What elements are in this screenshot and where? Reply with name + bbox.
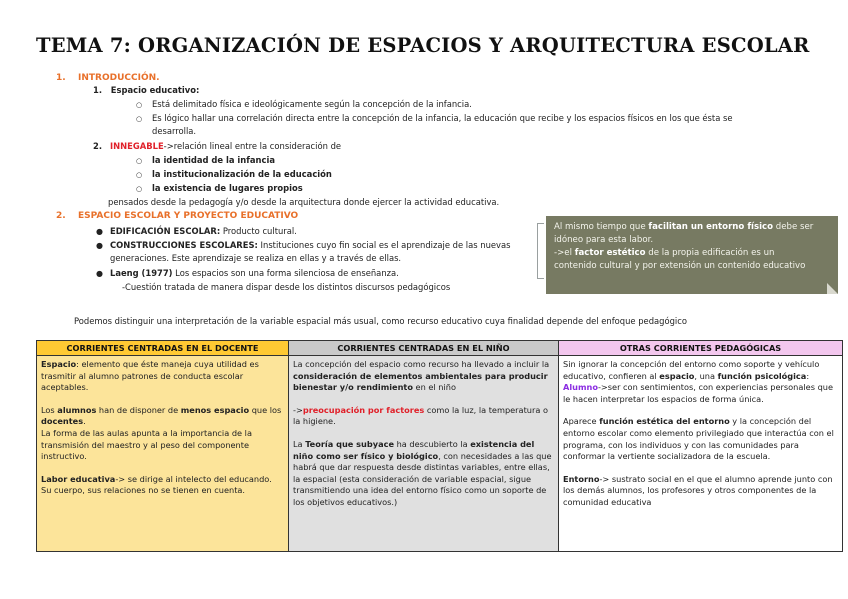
section-2-item: ● CONSTRUCCIONES ESCOLARES: Instituciones cuyo fin social es el aprendizaje de las nuevas	[96, 240, 511, 250]
header-otras: OTRAS CORRIENTES PEDAGÓGICAS	[559, 341, 843, 356]
sub-1-bullet: ○ Está delimitado física e ideológicamente según la concepción de la infancia.	[136, 99, 472, 109]
sub-1-bullet: ○ Es lógico hallar una correlación directa entre la concepción de la infancia, la educación que recibe y los espacios físicos en los que ésta se	[136, 113, 733, 123]
sub-2-bullet: ○ la existencia de lugares propios	[136, 183, 303, 193]
bullet-dot-icon: ●	[96, 269, 103, 278]
comparison-table	[36, 340, 843, 552]
circle-bullet-icon: ○	[136, 157, 143, 165]
circle-bullet-icon: ○	[136, 101, 143, 109]
section-2-item-continued: generaciones. Este aprendizaje se realiza en ellas y a través de ellas.	[110, 253, 402, 263]
circle-bullet-icon: ○	[136, 115, 143, 123]
sub-1-number: 1.	[93, 85, 103, 95]
table-header-row	[37, 341, 843, 356]
sub-2-heading: 2. INNEGABLE->relación lineal entre la consideración de	[93, 141, 342, 151]
bullet-dot-icon: ●	[96, 227, 103, 236]
cell-nino: La concepción del espacio como recurso ha llevado a incluir la consideración de elementos ambientales para producir bienestar y/o rendimiento en el niño ->preocupación por factores como la luz, la temperatura o la higiene. La Teoría que subyace ha descubierto la existencia del niño como ser físico y biológico, con necesidades a las que habrá que dar respuesta desde distintas variables, entre ellas, la espacial (esta consideración de variable espacial, sigue transmitiendo una idea del entorno físico como un soporte de los objetivos educativos.)	[289, 356, 559, 552]
page-title: TEMA 7: ORGANIZACIÓN DE ESPACIOS Y ARQUITECTURA ESCOLAR	[36, 34, 810, 57]
section-2-item: ● Laeng (1977) Los espacios son una forma silenciosa de enseñanza.	[96, 268, 399, 278]
sub-2-bullet: ○ la identidad de la infancia	[136, 155, 275, 165]
section-2-item: ● EDIFICACIÓN ESCOLAR: Producto cultural.	[96, 226, 297, 236]
note-folded-corner	[827, 283, 838, 294]
header-docente: CORRIENTES CENTRADAS EN EL DOCENTE	[37, 341, 289, 356]
note-bracket	[537, 223, 544, 279]
sub-2-bullet: ○ la institucionalización de la educación	[136, 169, 332, 179]
table-row	[37, 356, 843, 552]
section-1-number: 1.	[56, 73, 66, 83]
innegable-label: INNEGABLE	[110, 141, 164, 151]
cell-otras: Sin ignorar la concepción del entorno como soporte y vehículo educativo, confieren al espacio, una función psicológica: Alumno->ser con sentimientos, con experiencias personales que le hacen interpretar los espacios de forma única. Aparece función estética del entorno y la concepción del entorno escolar como elemento privilegiado que interactúa con el programa, con los individuos y con las comunidades para conformar la vertiente socializadora de la escuela. Entorno-> sustrato social en el que el alumno aprende junto con los demás alumnos, los profesores y otros componentes de la comunidad educativa	[559, 356, 843, 552]
sub-1-heading	[93, 85, 199, 96]
section-2-title: ESPACIO ESCOLAR Y PROYECTO EDUCATIVO	[78, 211, 299, 221]
cell-docente: Espacio: elemento que éste maneja cuya utilidad es trasmitir al alumno patrones de conducta escolar aceptables. Los alumnos han de disponer de menos espacio que los docentes. La forma de las aulas apunta a la importancia de la transmisión del maestro y al peso del componente instructivo. Labor educativa-> se dirige al intelecto del educando. Su cuerpo, sus relaciones no se tienen en cuenta.	[37, 356, 289, 552]
sub-1-label: Espacio educativo:	[110, 85, 200, 95]
header-nino: CORRIENTES CENTRADAS EN EL NIÑO	[289, 341, 559, 356]
circle-bullet-icon: ○	[136, 171, 143, 179]
table-intro: Podemos distinguir una interpretación de la variable espacial más usual, como recurso educativo cuya finalidad depende del enfoque pedagógico	[74, 316, 687, 326]
section-2-item-continued: -Cuestión tratada de manera dispar desde los distintos discursos pedagógicos	[122, 282, 451, 292]
section-1-heading	[56, 73, 160, 83]
sub-2-closing: pensados desde la pedagogía y/o desde la arquitectura donde ejercer la actividad educativa.	[108, 197, 500, 207]
sticky-note: Al mismo tiempo que facilitan un entorno físico debe ser idóneo para esta labor. ->el factor estético de la propia edificación es un contenido cultural y por extensión un contenido educativo	[546, 216, 838, 294]
circle-bullet-icon: ○	[136, 185, 143, 193]
section-2-heading	[56, 211, 298, 221]
section-2-number: 2.	[56, 211, 66, 221]
sub-1-bullet-continued: desarrolla.	[152, 126, 197, 136]
bullet-dot-icon: ●	[96, 241, 103, 250]
section-1-title: INTRODUCCIÓN.	[78, 73, 160, 83]
